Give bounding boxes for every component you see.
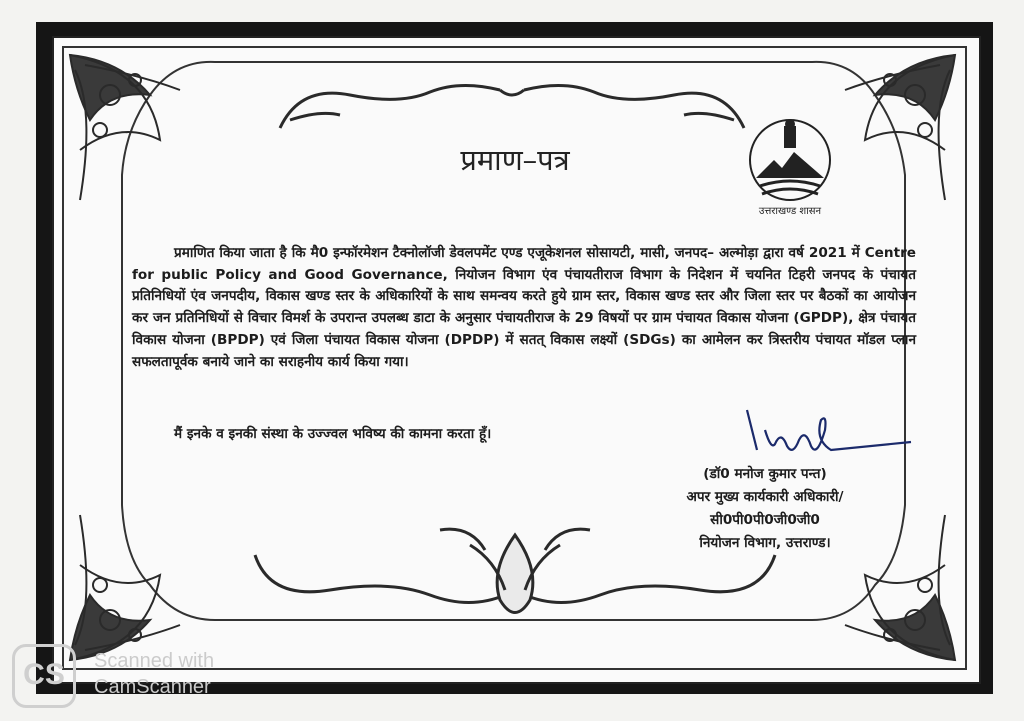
top-flourish [280, 85, 744, 128]
signatory-name: (डॉ0 मनोज कुमार पन्त) [703, 466, 827, 482]
camscanner-logo-icon: CS [12, 644, 76, 708]
signature-block [640, 463, 890, 555]
signatory-designation: अपर मुख्य कार्यकारी अधिकारी/ [686, 489, 844, 505]
corner-ornament-bottom-left [70, 515, 180, 660]
handwritten-signature [735, 400, 915, 470]
watermark-line-1: Scanned with [94, 650, 215, 672]
certificate-title: प्रमाण–पत्र [460, 143, 570, 177]
emblem-label: उत्तराखण्ड शासन [758, 206, 822, 217]
corner-ornament-top-right [845, 55, 955, 200]
watermark-line-2: CamScanner [94, 676, 211, 698]
signatory-office: नियोजन विभाग, उत्तराण्ड। [699, 535, 831, 551]
camscanner-watermark [94, 648, 214, 700]
corner-ornament-top-left [70, 55, 180, 200]
certificate-body: प्रमाणित किया जाता है कि मै0 इन्फॉरमेशन टैक्नोलॉजी डेवलपमेंट एण्ड एजूकेशनल सोसायटी, मासी, जनपद– अल्मोड़ा द्वारा वर्ष 2021 में Centre for public Policy and Good Governance, नियोजन विभाग एंव पंचायतीराज विभाग के निदेशन में चयनित टिहरी जनपद के पंचायत प्रतिनिधियों एंव जनपदीय, विकास खण्ड स्तर के अधिकारियों के साथ समन्वय करते हुये ग्राम स्तर, विकास खण्ड स्तर और जिला स्तर पर बैठकों का आयोजन कर जन प्रतिनिधियों से विचार विमर्श के उपरान्त उपलब्ध डाटा के अनुसार पंचायतीराज के 29 विषयों पर ग्राम पंचायत विकास योजना (GPDP), क्षेत्र पंचायत विकास योजना (BPDP) एवं जिला पंचायत विकास योजना (DPDP) में सतत् विकास लक्ष्यों (SDGs) का आमेलन कर त्रिस्तरीय पंचायत मॉडल प्लान सफलतापूर्वक बनाये जाने का सराहनीय कार्य किया गया। [132, 245, 916, 370]
signatory-department: सी0पी0पी0जी0जी0 [710, 512, 820, 528]
certificate-wish: मैं इनके व इनकी संस्था के उज्ज्वल भविष्य की कामना करता हूँ। [174, 426, 492, 442]
